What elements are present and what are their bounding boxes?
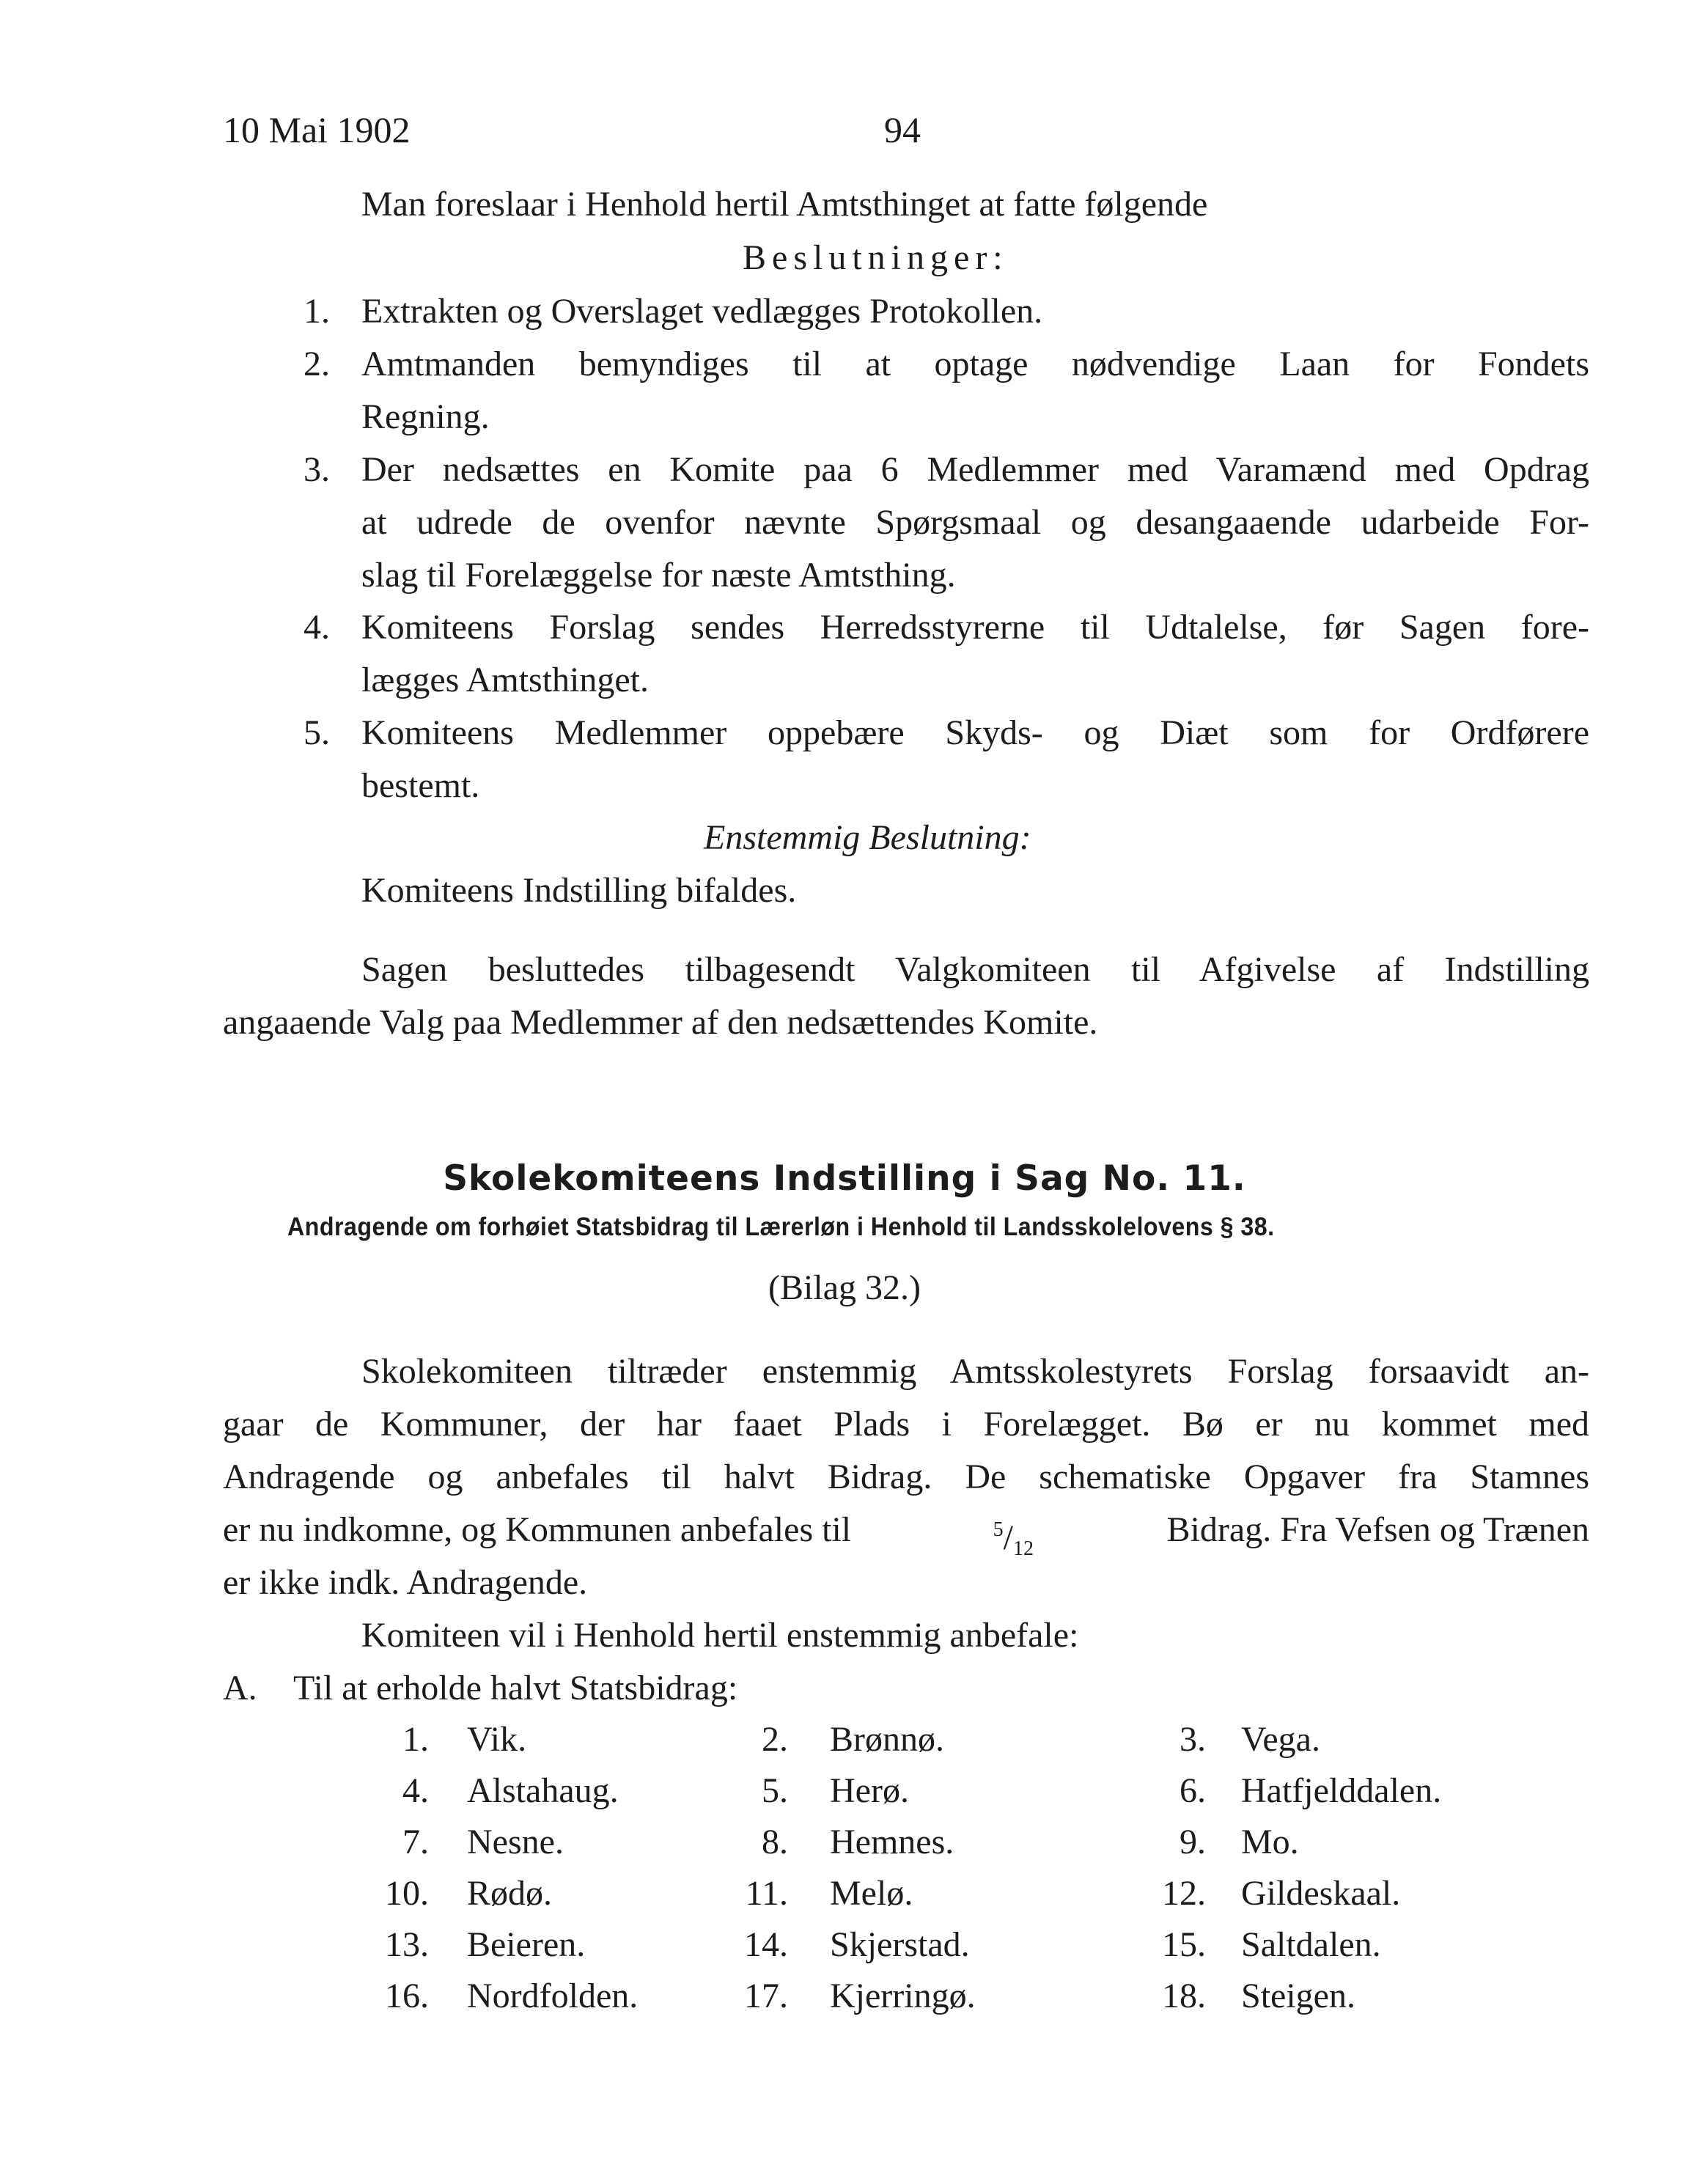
section-a-letter: A.: [223, 1669, 257, 1707]
municipality-name: Gildeskaal.: [1241, 1874, 1401, 1913]
decision-line: Der nedsættes en Komite paa 6 Medlemmer med Varamænd med Opdrag: [361, 450, 1589, 489]
section-a-text: Til at erholde halvt Statsbidrag:: [293, 1669, 738, 1707]
decision-line: slag til Forelæggelse for næste Amtsthing.: [361, 556, 956, 595]
municipality-name: Brønnø.: [830, 1720, 944, 1759]
fraction-numerator: 5: [993, 1518, 1004, 1541]
municipality-name: Nesne.: [467, 1823, 564, 1861]
body-text: Bidrag. Fra Vefsen og Trænen: [1166, 1510, 1589, 1549]
decision-line: lægges Amtsthinget.: [361, 661, 650, 699]
fraction: $^5/_{12}$: [993, 1518, 1034, 1560]
body-line: er ikke indk. Andragende.: [223, 1563, 588, 1602]
body-text: er nu indkomne, og Kommunen anbefales til: [223, 1510, 852, 1549]
municipality-name: Herø.: [830, 1771, 909, 1810]
municipality-number: 16.: [385, 1977, 429, 2015]
municipality-name: Hemnes.: [830, 1823, 954, 1861]
page-date: 10 Mai 1902: [223, 109, 411, 150]
closing-line: Sagen besluttedes tilbagesendt Valgkomiteen til Afgivelse af Indstilling: [361, 950, 1589, 989]
municipality-number: 3.: [1180, 1720, 1206, 1759]
decisions-heading: Beslutninger:: [743, 238, 1009, 277]
bilag-reference: (Bilag 32.): [768, 1268, 921, 1307]
municipality-name: Kjerringø.: [830, 1977, 976, 2015]
municipality-name: Mo.: [1241, 1823, 1299, 1861]
section-subtitle: Andragende om forhøiet Statsbidrag til Lærerløn i Henhold til Landsskolelovens § 38.: [287, 1213, 1275, 1241]
decision-line: Komiteens Forslag sendes Herredsstyrerne til Udtalelse, før Sagen fore-: [361, 608, 1589, 647]
municipality-number: 5.: [762, 1771, 788, 1810]
municipality-number: 18.: [1162, 1977, 1206, 2015]
approval-line: Komiteens Indstilling bifaldes.: [361, 871, 797, 910]
municipality-number: 1.: [402, 1720, 429, 1759]
decision-number: 4.: [303, 608, 330, 647]
municipality-name: Skjerstad.: [830, 1925, 970, 1964]
municipality-number: 4.: [402, 1771, 429, 1810]
unanimous-decision: Enstemmig Beslutning:: [704, 818, 1031, 857]
decision-number: 2.: [303, 345, 330, 383]
recommendation-line: Komiteen vil i Henhold hertil enstemmig anbefale:: [361, 1616, 1079, 1655]
municipality-name: Hatfjelddalen.: [1241, 1771, 1442, 1810]
body-line: gaar de Kommuner, der har faaet Plads i Forelægget. Bø er nu kommet med: [223, 1405, 1589, 1444]
decision-line: Amtmanden bemyndiges til at optage nødvendige Laan for Fondets: [361, 345, 1589, 383]
municipality-number: 7.: [402, 1823, 429, 1861]
municipality-name: Melø.: [830, 1874, 913, 1913]
municipality-number: 10.: [385, 1874, 429, 1913]
municipality-number: 8.: [762, 1823, 788, 1861]
municipality-number: 6.: [1180, 1771, 1206, 1810]
municipality-name: Vega.: [1241, 1720, 1320, 1759]
municipality-name: Saltdalen.: [1241, 1925, 1381, 1964]
decision-number: 1.: [303, 292, 330, 331]
municipality-number: 15.: [1162, 1925, 1206, 1964]
municipality-number: 11.: [745, 1874, 788, 1913]
municipality-name: Rødø.: [467, 1874, 553, 1913]
body-line: Andragende og anbefales til halvt Bidrag. De schematiske Opgaver fra Stamnes: [223, 1457, 1589, 1496]
decision-number: 5.: [303, 713, 330, 752]
municipality-name: Beieren.: [467, 1925, 586, 1964]
municipality-number: 9.: [1180, 1823, 1206, 1861]
municipality-number: 17.: [744, 1977, 788, 2015]
decision-number: 3.: [303, 450, 330, 489]
body-line: Skolekomiteen tiltræder enstemmig Amtsskolestyrets Forslag forsaavidt an-: [361, 1352, 1589, 1391]
closing-line: angaaende Valg paa Medlemmer af den nedsættendes Komite.: [223, 1003, 1098, 1042]
fraction-denominator: 12: [1013, 1537, 1034, 1560]
municipality-name: Nordfolden.: [467, 1977, 639, 2015]
decision-line: Extrakten og Overslaget vedlægges Protokollen.: [361, 292, 1043, 331]
decision-line: bestemt.: [361, 766, 480, 805]
municipality-number: 2.: [762, 1720, 788, 1759]
municipality-name: Alstahaug.: [467, 1771, 619, 1810]
municipality-number: 12.: [1162, 1874, 1206, 1913]
decision-line: Komiteens Medlemmer oppebære Skyds- og Diæt som for Ordførere: [361, 713, 1589, 752]
municipality-name: Steigen.: [1241, 1977, 1355, 2015]
municipality-number: 14.: [744, 1925, 788, 1964]
page-number: 94: [884, 109, 921, 150]
decision-line: Regning.: [361, 397, 490, 436]
municipality-number: 13.: [385, 1925, 429, 1964]
section-title: Skolekomiteens Indstilling i Sag No. 11.: [443, 1158, 1246, 1199]
intro-line: Man foreslaar i Henhold hertil Amtsthinget at fatte følgende: [361, 185, 1208, 224]
municipality-name: Vik.: [467, 1720, 527, 1759]
decision-line: at udrede de ovenfor nævnte Spørgsmaal og desangaaende udarbeide For-: [361, 503, 1589, 542]
